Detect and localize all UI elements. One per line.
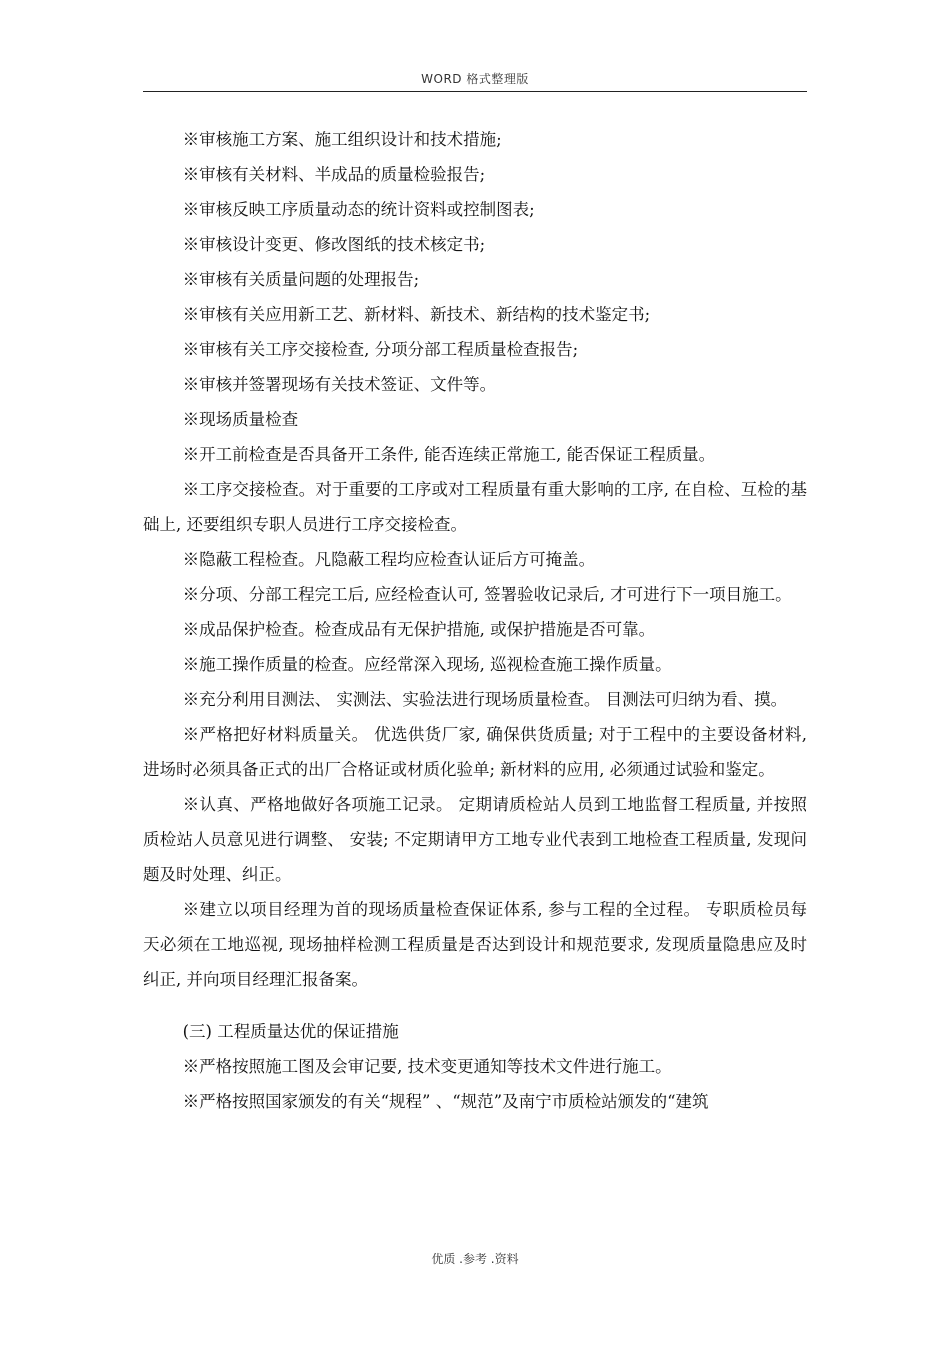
paragraph: ※严格把好材料质量关。 优选供货厂家, 确保供货质量; 对于工程中的主要设备材料, 进场时必须具备正式的出厂合格证或材质化验单; 新材料的应用, 必须通过试验和鉴定。 [143, 725, 807, 779]
paragraph: ※审核有关工序交接检查, 分项分部工程质量检查报告; [182, 340, 579, 359]
paragraph: ※审核并签署现场有关技术签证、文件等。 [182, 375, 497, 394]
section-heading: (三) 工程质量达优的保证措施 [182, 1022, 399, 1041]
paragraph: ※审核有关材料、半成品的质量检验报告; [182, 165, 486, 184]
paragraph: ※工序交接检查。对于重要的工序或对工程质量有重大影响的工序, 在自检、互检的基础上, 还要组织专职人员进行工序交接检查。 [143, 480, 807, 534]
header-rule [143, 91, 807, 92]
paragraph: ※施工操作质量的检查。应经常深入现场, 巡视检查施工操作质量。 [182, 655, 672, 674]
paragraph: ※严格按照国家颁发的有关“规程” 、“规范”及南宁市质检站颁发的“建筑 [182, 1092, 709, 1111]
paragraph: ※认真、严格地做好各项施工记录。 定期请质检站人员到工地监督工程质量, 并按照质检站人员意见进行调整、 安装; 不定期请甲方工地专业代表到工地检查工程质量, 发现问题及时处理、纠正。 [143, 795, 807, 884]
paragraph: ※严格按照施工图及会审记要, 技术变更通知等技术文件进行施工。 [182, 1057, 672, 1076]
paragraph: ※隐蔽工程检查。凡隐蔽工程均应检查认证后方可掩盖。 [182, 550, 596, 569]
paragraph: ※分项、分部工程完工后, 应经检查认可, 签署验收记录后, 才可进行下一项目施工。 [182, 585, 792, 604]
paragraph: ※现场质量检查 [182, 410, 299, 429]
paragraph: ※审核有关应用新工艺、新材料、新技术、新结构的技术鉴定书; [182, 305, 651, 324]
paragraph: ※审核施工方案、施工组织设计和技术措施; [182, 130, 502, 149]
paragraph: ※审核设计变更、修改图纸的技术核定书; [182, 235, 486, 254]
paragraph: ※建立以项目经理为首的现场质量检查保证体系, 参与工程的全过程。 专职质检员每天必须在工地巡视, 现场抽样检测工程质量是否达到设计和规范要求, 发现质量隐患应及时纠正, 并向项目经理汇报备案。 [143, 900, 807, 989]
paragraph: ※审核有关质量问题的处理报告; [182, 270, 420, 289]
paragraph: ※充分利用目测法、 实测法、实验法进行现场质量检查。 目测法可归纳为看、摸。 [182, 690, 788, 709]
paragraph: ※成品保护检查。检查成品有无保护措施, 或保护措施是否可靠。 [182, 620, 656, 639]
paragraph: ※开工前检查是否具备开工条件, 能否连续正常施工, 能否保证工程质量。 [182, 445, 716, 464]
page-header: WORD 格式整理版 [421, 72, 529, 86]
paragraph: ※审核反映工序质量动态的统计资料或控制图表; [182, 200, 535, 219]
page-footer: 优质 .参考 .资料 [431, 1252, 519, 1266]
document-body [143, 122, 807, 1119]
